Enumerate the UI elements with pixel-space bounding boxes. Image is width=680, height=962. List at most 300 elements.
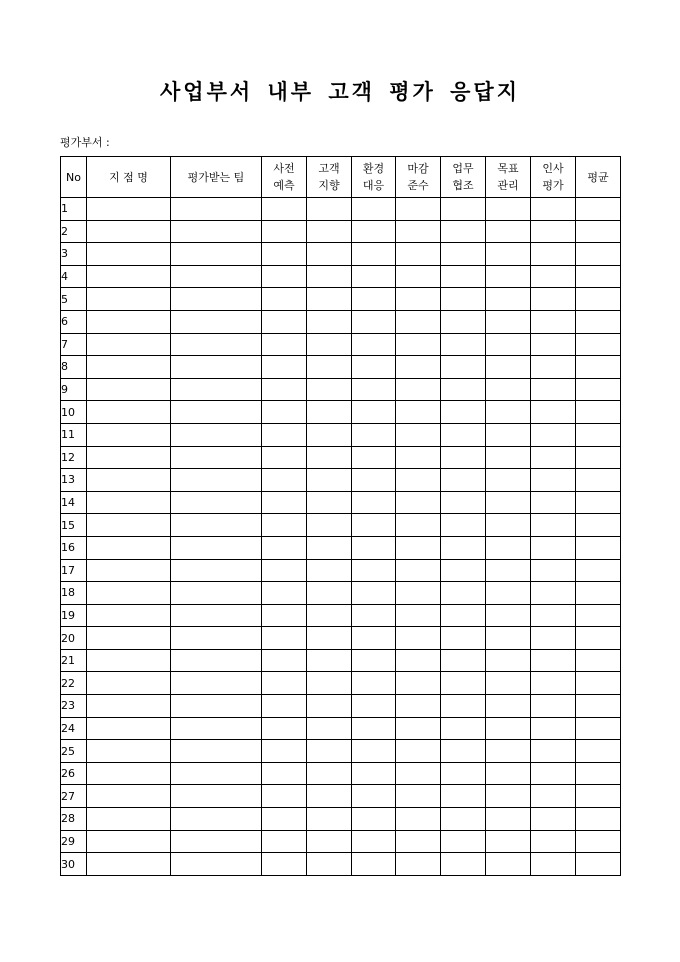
deadline-compliance-cell[interactable] xyxy=(396,333,441,356)
customer-orientation-cell[interactable] xyxy=(307,762,352,785)
evaluated-team-cell[interactable] xyxy=(171,717,262,740)
evaluated-team-cell[interactable] xyxy=(171,762,262,785)
advance-forecast-cell[interactable] xyxy=(262,604,307,627)
goal-management-cell[interactable] xyxy=(486,536,531,559)
branch-name-cell[interactable] xyxy=(87,356,171,379)
work-cooperation-cell[interactable] xyxy=(441,356,486,379)
branch-name-cell[interactable] xyxy=(87,446,171,469)
average-cell[interactable] xyxy=(576,265,621,288)
environment-response-cell[interactable] xyxy=(352,356,396,379)
customer-orientation-cell[interactable] xyxy=(307,333,352,356)
customer-orientation-cell[interactable] xyxy=(307,514,352,537)
customer-orientation-cell[interactable] xyxy=(307,310,352,333)
work-cooperation-cell[interactable] xyxy=(441,514,486,537)
evaluated-team-cell[interactable] xyxy=(171,740,262,763)
average-cell[interactable] xyxy=(576,604,621,627)
customer-orientation-cell[interactable] xyxy=(307,627,352,650)
deadline-compliance-cell[interactable] xyxy=(396,423,441,446)
environment-response-cell[interactable] xyxy=(352,717,396,740)
evaluated-team-cell[interactable] xyxy=(171,604,262,627)
personnel-evaluation-cell[interactable] xyxy=(531,649,576,672)
environment-response-cell[interactable] xyxy=(352,310,396,333)
branch-name-cell[interactable] xyxy=(87,536,171,559)
evaluated-team-cell[interactable] xyxy=(171,401,262,424)
evaluated-team-cell[interactable] xyxy=(171,288,262,311)
goal-management-cell[interactable] xyxy=(486,491,531,514)
advance-forecast-cell[interactable] xyxy=(262,423,307,446)
advance-forecast-cell[interactable] xyxy=(262,310,307,333)
evaluated-team-cell[interactable] xyxy=(171,378,262,401)
branch-name-cell[interactable] xyxy=(87,491,171,514)
personnel-evaluation-cell[interactable] xyxy=(531,198,576,221)
branch-name-cell[interactable] xyxy=(87,220,171,243)
deadline-compliance-cell[interactable] xyxy=(396,198,441,221)
branch-name-cell[interactable] xyxy=(87,649,171,672)
advance-forecast-cell[interactable] xyxy=(262,401,307,424)
deadline-compliance-cell[interactable] xyxy=(396,762,441,785)
evaluated-team-cell[interactable] xyxy=(171,446,262,469)
branch-name-cell[interactable] xyxy=(87,265,171,288)
environment-response-cell[interactable] xyxy=(352,491,396,514)
branch-name-cell[interactable] xyxy=(87,559,171,582)
work-cooperation-cell[interactable] xyxy=(441,423,486,446)
work-cooperation-cell[interactable] xyxy=(441,536,486,559)
advance-forecast-cell[interactable] xyxy=(262,582,307,605)
personnel-evaluation-cell[interactable] xyxy=(531,423,576,446)
branch-name-cell[interactable] xyxy=(87,785,171,808)
branch-name-cell[interactable] xyxy=(87,808,171,831)
branch-name-cell[interactable] xyxy=(87,762,171,785)
personnel-evaluation-cell[interactable] xyxy=(531,830,576,853)
work-cooperation-cell[interactable] xyxy=(441,198,486,221)
goal-management-cell[interactable] xyxy=(486,469,531,492)
goal-management-cell[interactable] xyxy=(486,672,531,695)
average-cell[interactable] xyxy=(576,695,621,718)
personnel-evaluation-cell[interactable] xyxy=(531,853,576,876)
branch-name-cell[interactable] xyxy=(87,198,171,221)
advance-forecast-cell[interactable] xyxy=(262,198,307,221)
evaluated-team-cell[interactable] xyxy=(171,491,262,514)
deadline-compliance-cell[interactable] xyxy=(396,265,441,288)
evaluated-team-cell[interactable] xyxy=(171,423,262,446)
personnel-evaluation-cell[interactable] xyxy=(531,446,576,469)
customer-orientation-cell[interactable] xyxy=(307,853,352,876)
personnel-evaluation-cell[interactable] xyxy=(531,762,576,785)
average-cell[interactable] xyxy=(576,559,621,582)
personnel-evaluation-cell[interactable] xyxy=(531,220,576,243)
deadline-compliance-cell[interactable] xyxy=(396,695,441,718)
evaluated-team-cell[interactable] xyxy=(171,198,262,221)
customer-orientation-cell[interactable] xyxy=(307,672,352,695)
environment-response-cell[interactable] xyxy=(352,243,396,266)
average-cell[interactable] xyxy=(576,446,621,469)
personnel-evaluation-cell[interactable] xyxy=(531,378,576,401)
environment-response-cell[interactable] xyxy=(352,423,396,446)
work-cooperation-cell[interactable] xyxy=(441,604,486,627)
deadline-compliance-cell[interactable] xyxy=(396,491,441,514)
evaluated-team-cell[interactable] xyxy=(171,853,262,876)
advance-forecast-cell[interactable] xyxy=(262,627,307,650)
goal-management-cell[interactable] xyxy=(486,695,531,718)
personnel-evaluation-cell[interactable] xyxy=(531,808,576,831)
environment-response-cell[interactable] xyxy=(352,604,396,627)
advance-forecast-cell[interactable] xyxy=(262,378,307,401)
work-cooperation-cell[interactable] xyxy=(441,672,486,695)
personnel-evaluation-cell[interactable] xyxy=(531,310,576,333)
average-cell[interactable] xyxy=(576,243,621,266)
environment-response-cell[interactable] xyxy=(352,740,396,763)
work-cooperation-cell[interactable] xyxy=(441,288,486,311)
deadline-compliance-cell[interactable] xyxy=(396,401,441,424)
work-cooperation-cell[interactable] xyxy=(441,559,486,582)
work-cooperation-cell[interactable] xyxy=(441,220,486,243)
work-cooperation-cell[interactable] xyxy=(441,446,486,469)
personnel-evaluation-cell[interactable] xyxy=(531,695,576,718)
work-cooperation-cell[interactable] xyxy=(441,491,486,514)
branch-name-cell[interactable] xyxy=(87,514,171,537)
advance-forecast-cell[interactable] xyxy=(262,853,307,876)
goal-management-cell[interactable] xyxy=(486,717,531,740)
average-cell[interactable] xyxy=(576,198,621,221)
deadline-compliance-cell[interactable] xyxy=(396,853,441,876)
work-cooperation-cell[interactable] xyxy=(441,333,486,356)
personnel-evaluation-cell[interactable] xyxy=(531,469,576,492)
average-cell[interactable] xyxy=(576,220,621,243)
deadline-compliance-cell[interactable] xyxy=(396,536,441,559)
personnel-evaluation-cell[interactable] xyxy=(531,333,576,356)
work-cooperation-cell[interactable] xyxy=(441,582,486,605)
deadline-compliance-cell[interactable] xyxy=(396,514,441,537)
personnel-evaluation-cell[interactable] xyxy=(531,401,576,424)
goal-management-cell[interactable] xyxy=(486,853,531,876)
customer-orientation-cell[interactable] xyxy=(307,220,352,243)
evaluated-team-cell[interactable] xyxy=(171,559,262,582)
average-cell[interactable] xyxy=(576,536,621,559)
work-cooperation-cell[interactable] xyxy=(441,717,486,740)
personnel-evaluation-cell[interactable] xyxy=(531,514,576,537)
deadline-compliance-cell[interactable] xyxy=(396,740,441,763)
personnel-evaluation-cell[interactable] xyxy=(531,536,576,559)
work-cooperation-cell[interactable] xyxy=(441,310,486,333)
deadline-compliance-cell[interactable] xyxy=(396,559,441,582)
environment-response-cell[interactable] xyxy=(352,853,396,876)
advance-forecast-cell[interactable] xyxy=(262,695,307,718)
evaluated-team-cell[interactable] xyxy=(171,220,262,243)
customer-orientation-cell[interactable] xyxy=(307,785,352,808)
goal-management-cell[interactable] xyxy=(486,401,531,424)
deadline-compliance-cell[interactable] xyxy=(396,310,441,333)
deadline-compliance-cell[interactable] xyxy=(396,717,441,740)
branch-name-cell[interactable] xyxy=(87,378,171,401)
average-cell[interactable] xyxy=(576,717,621,740)
goal-management-cell[interactable] xyxy=(486,740,531,763)
goal-management-cell[interactable] xyxy=(486,514,531,537)
branch-name-cell[interactable] xyxy=(87,423,171,446)
branch-name-cell[interactable] xyxy=(87,401,171,424)
customer-orientation-cell[interactable] xyxy=(307,423,352,446)
goal-management-cell[interactable] xyxy=(486,785,531,808)
environment-response-cell[interactable] xyxy=(352,446,396,469)
deadline-compliance-cell[interactable] xyxy=(396,672,441,695)
advance-forecast-cell[interactable] xyxy=(262,808,307,831)
branch-name-cell[interactable] xyxy=(87,740,171,763)
average-cell[interactable] xyxy=(576,333,621,356)
average-cell[interactable] xyxy=(576,378,621,401)
customer-orientation-cell[interactable] xyxy=(307,356,352,379)
advance-forecast-cell[interactable] xyxy=(262,536,307,559)
evaluated-team-cell[interactable] xyxy=(171,265,262,288)
environment-response-cell[interactable] xyxy=(352,288,396,311)
personnel-evaluation-cell[interactable] xyxy=(531,604,576,627)
customer-orientation-cell[interactable] xyxy=(307,243,352,266)
deadline-compliance-cell[interactable] xyxy=(396,446,441,469)
customer-orientation-cell[interactable] xyxy=(307,378,352,401)
goal-management-cell[interactable] xyxy=(486,310,531,333)
goal-management-cell[interactable] xyxy=(486,423,531,446)
environment-response-cell[interactable] xyxy=(352,469,396,492)
goal-management-cell[interactable] xyxy=(486,243,531,266)
customer-orientation-cell[interactable] xyxy=(307,401,352,424)
average-cell[interactable] xyxy=(576,514,621,537)
evaluated-team-cell[interactable] xyxy=(171,333,262,356)
branch-name-cell[interactable] xyxy=(87,469,171,492)
environment-response-cell[interactable] xyxy=(352,649,396,672)
advance-forecast-cell[interactable] xyxy=(262,559,307,582)
average-cell[interactable] xyxy=(576,808,621,831)
average-cell[interactable] xyxy=(576,401,621,424)
branch-name-cell[interactable] xyxy=(87,627,171,650)
deadline-compliance-cell[interactable] xyxy=(396,243,441,266)
customer-orientation-cell[interactable] xyxy=(307,446,352,469)
average-cell[interactable] xyxy=(576,762,621,785)
work-cooperation-cell[interactable] xyxy=(441,378,486,401)
goal-management-cell[interactable] xyxy=(486,333,531,356)
evaluated-team-cell[interactable] xyxy=(171,514,262,537)
work-cooperation-cell[interactable] xyxy=(441,401,486,424)
work-cooperation-cell[interactable] xyxy=(441,785,486,808)
customer-orientation-cell[interactable] xyxy=(307,265,352,288)
evaluated-team-cell[interactable] xyxy=(171,536,262,559)
personnel-evaluation-cell[interactable] xyxy=(531,740,576,763)
evaluated-team-cell[interactable] xyxy=(171,243,262,266)
work-cooperation-cell[interactable] xyxy=(441,808,486,831)
personnel-evaluation-cell[interactable] xyxy=(531,265,576,288)
advance-forecast-cell[interactable] xyxy=(262,446,307,469)
environment-response-cell[interactable] xyxy=(352,333,396,356)
goal-management-cell[interactable] xyxy=(486,446,531,469)
advance-forecast-cell[interactable] xyxy=(262,243,307,266)
advance-forecast-cell[interactable] xyxy=(262,491,307,514)
environment-response-cell[interactable] xyxy=(352,198,396,221)
customer-orientation-cell[interactable] xyxy=(307,582,352,605)
customer-orientation-cell[interactable] xyxy=(307,808,352,831)
goal-management-cell[interactable] xyxy=(486,378,531,401)
branch-name-cell[interactable] xyxy=(87,853,171,876)
goal-management-cell[interactable] xyxy=(486,808,531,831)
environment-response-cell[interactable] xyxy=(352,627,396,650)
branch-name-cell[interactable] xyxy=(87,333,171,356)
customer-orientation-cell[interactable] xyxy=(307,491,352,514)
goal-management-cell[interactable] xyxy=(486,198,531,221)
environment-response-cell[interactable] xyxy=(352,536,396,559)
average-cell[interactable] xyxy=(576,785,621,808)
customer-orientation-cell[interactable] xyxy=(307,536,352,559)
advance-forecast-cell[interactable] xyxy=(262,288,307,311)
environment-response-cell[interactable] xyxy=(352,220,396,243)
environment-response-cell[interactable] xyxy=(352,378,396,401)
branch-name-cell[interactable] xyxy=(87,288,171,311)
average-cell[interactable] xyxy=(576,310,621,333)
advance-forecast-cell[interactable] xyxy=(262,762,307,785)
deadline-compliance-cell[interactable] xyxy=(396,288,441,311)
deadline-compliance-cell[interactable] xyxy=(396,808,441,831)
personnel-evaluation-cell[interactable] xyxy=(531,582,576,605)
work-cooperation-cell[interactable] xyxy=(441,853,486,876)
customer-orientation-cell[interactable] xyxy=(307,740,352,763)
deadline-compliance-cell[interactable] xyxy=(396,830,441,853)
deadline-compliance-cell[interactable] xyxy=(396,582,441,605)
goal-management-cell[interactable] xyxy=(486,265,531,288)
branch-name-cell[interactable] xyxy=(87,582,171,605)
personnel-evaluation-cell[interactable] xyxy=(531,356,576,379)
average-cell[interactable] xyxy=(576,627,621,650)
average-cell[interactable] xyxy=(576,469,621,492)
goal-management-cell[interactable] xyxy=(486,649,531,672)
environment-response-cell[interactable] xyxy=(352,582,396,605)
deadline-compliance-cell[interactable] xyxy=(396,627,441,650)
customer-orientation-cell[interactable] xyxy=(307,288,352,311)
goal-management-cell[interactable] xyxy=(486,762,531,785)
environment-response-cell[interactable] xyxy=(352,559,396,582)
personnel-evaluation-cell[interactable] xyxy=(531,243,576,266)
deadline-compliance-cell[interactable] xyxy=(396,220,441,243)
customer-orientation-cell[interactable] xyxy=(307,469,352,492)
advance-forecast-cell[interactable] xyxy=(262,469,307,492)
evaluated-team-cell[interactable] xyxy=(171,672,262,695)
work-cooperation-cell[interactable] xyxy=(441,762,486,785)
environment-response-cell[interactable] xyxy=(352,672,396,695)
goal-management-cell[interactable] xyxy=(486,356,531,379)
average-cell[interactable] xyxy=(576,830,621,853)
advance-forecast-cell[interactable] xyxy=(262,514,307,537)
work-cooperation-cell[interactable] xyxy=(441,243,486,266)
work-cooperation-cell[interactable] xyxy=(441,740,486,763)
advance-forecast-cell[interactable] xyxy=(262,333,307,356)
goal-management-cell[interactable] xyxy=(486,220,531,243)
advance-forecast-cell[interactable] xyxy=(262,785,307,808)
environment-response-cell[interactable] xyxy=(352,830,396,853)
environment-response-cell[interactable] xyxy=(352,514,396,537)
customer-orientation-cell[interactable] xyxy=(307,830,352,853)
goal-management-cell[interactable] xyxy=(486,559,531,582)
average-cell[interactable] xyxy=(576,853,621,876)
advance-forecast-cell[interactable] xyxy=(262,649,307,672)
personnel-evaluation-cell[interactable] xyxy=(531,491,576,514)
advance-forecast-cell[interactable] xyxy=(262,220,307,243)
advance-forecast-cell[interactable] xyxy=(262,672,307,695)
goal-management-cell[interactable] xyxy=(486,604,531,627)
deadline-compliance-cell[interactable] xyxy=(396,604,441,627)
environment-response-cell[interactable] xyxy=(352,695,396,718)
branch-name-cell[interactable] xyxy=(87,604,171,627)
evaluated-team-cell[interactable] xyxy=(171,808,262,831)
environment-response-cell[interactable] xyxy=(352,785,396,808)
goal-management-cell[interactable] xyxy=(486,582,531,605)
deadline-compliance-cell[interactable] xyxy=(396,469,441,492)
customer-orientation-cell[interactable] xyxy=(307,559,352,582)
customer-orientation-cell[interactable] xyxy=(307,695,352,718)
branch-name-cell[interactable] xyxy=(87,243,171,266)
customer-orientation-cell[interactable] xyxy=(307,717,352,740)
average-cell[interactable] xyxy=(576,582,621,605)
branch-name-cell[interactable] xyxy=(87,310,171,333)
average-cell[interactable] xyxy=(576,491,621,514)
work-cooperation-cell[interactable] xyxy=(441,627,486,650)
deadline-compliance-cell[interactable] xyxy=(396,649,441,672)
average-cell[interactable] xyxy=(576,356,621,379)
evaluated-team-cell[interactable] xyxy=(171,582,262,605)
customer-orientation-cell[interactable] xyxy=(307,649,352,672)
work-cooperation-cell[interactable] xyxy=(441,830,486,853)
branch-name-cell[interactable] xyxy=(87,830,171,853)
average-cell[interactable] xyxy=(576,649,621,672)
work-cooperation-cell[interactable] xyxy=(441,649,486,672)
advance-forecast-cell[interactable] xyxy=(262,265,307,288)
environment-response-cell[interactable] xyxy=(352,808,396,831)
evaluated-team-cell[interactable] xyxy=(171,830,262,853)
work-cooperation-cell[interactable] xyxy=(441,265,486,288)
branch-name-cell[interactable] xyxy=(87,695,171,718)
evaluated-team-cell[interactable] xyxy=(171,695,262,718)
evaluated-team-cell[interactable] xyxy=(171,469,262,492)
customer-orientation-cell[interactable] xyxy=(307,198,352,221)
deadline-compliance-cell[interactable] xyxy=(396,356,441,379)
work-cooperation-cell[interactable] xyxy=(441,695,486,718)
average-cell[interactable] xyxy=(576,740,621,763)
work-cooperation-cell[interactable] xyxy=(441,469,486,492)
average-cell[interactable] xyxy=(576,672,621,695)
environment-response-cell[interactable] xyxy=(352,762,396,785)
environment-response-cell[interactable] xyxy=(352,401,396,424)
advance-forecast-cell[interactable] xyxy=(262,717,307,740)
goal-management-cell[interactable] xyxy=(486,830,531,853)
evaluated-team-cell[interactable] xyxy=(171,310,262,333)
personnel-evaluation-cell[interactable] xyxy=(531,288,576,311)
branch-name-cell[interactable] xyxy=(87,672,171,695)
evaluated-team-cell[interactable] xyxy=(171,627,262,650)
personnel-evaluation-cell[interactable] xyxy=(531,559,576,582)
goal-management-cell[interactable] xyxy=(486,627,531,650)
evaluated-team-cell[interactable] xyxy=(171,649,262,672)
personnel-evaluation-cell[interactable] xyxy=(531,785,576,808)
deadline-compliance-cell[interactable] xyxy=(396,378,441,401)
average-cell[interactable] xyxy=(576,423,621,446)
advance-forecast-cell[interactable] xyxy=(262,740,307,763)
deadline-compliance-cell[interactable] xyxy=(396,785,441,808)
average-cell[interactable] xyxy=(576,288,621,311)
environment-response-cell[interactable] xyxy=(352,265,396,288)
personnel-evaluation-cell[interactable] xyxy=(531,717,576,740)
evaluated-team-cell[interactable] xyxy=(171,356,262,379)
advance-forecast-cell[interactable] xyxy=(262,830,307,853)
personnel-evaluation-cell[interactable] xyxy=(531,627,576,650)
goal-management-cell[interactable] xyxy=(486,288,531,311)
branch-name-cell[interactable] xyxy=(87,717,171,740)
customer-orientation-cell[interactable] xyxy=(307,604,352,627)
evaluated-team-cell[interactable] xyxy=(171,785,262,808)
advance-forecast-cell[interactable] xyxy=(262,356,307,379)
personnel-evaluation-cell[interactable] xyxy=(531,672,576,695)
